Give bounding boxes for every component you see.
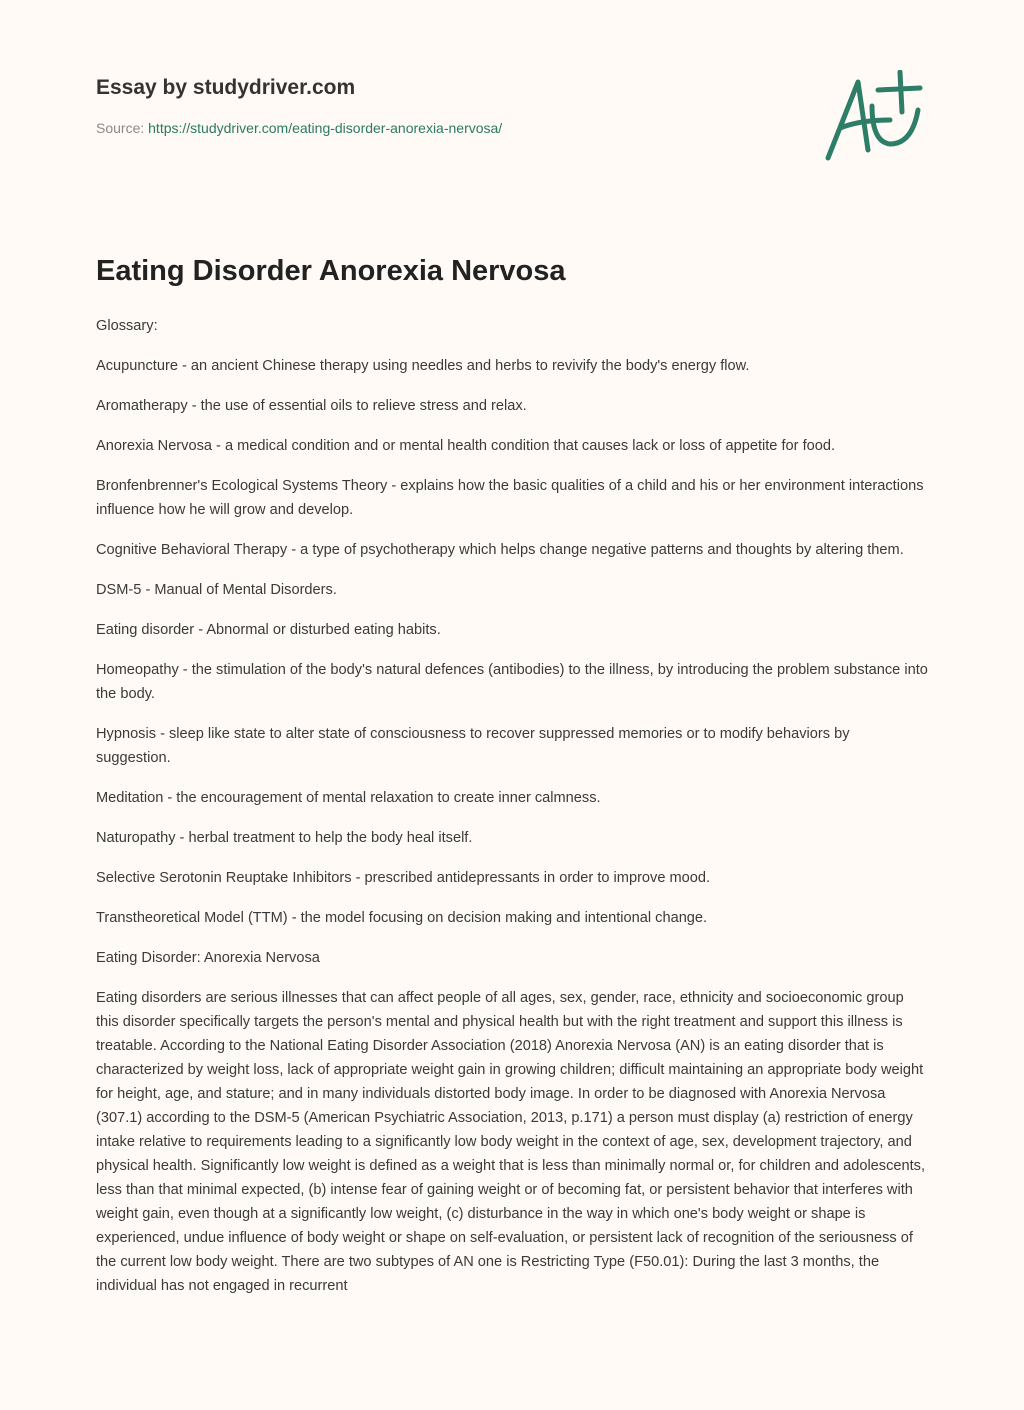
glossary-item: Cognitive Behavioral Therapy - a type of psychotherapy which helps change negative patterns and thoughts by altering them. xyxy=(96,542,904,558)
glossary-item: Transtheoretical Model (TTM) - the model focusing on decision making and intentional change. xyxy=(96,910,708,926)
glossary-item: Meditation - the encouragement of mental relaxation to create inner calmness. xyxy=(96,790,601,806)
glossary-item: Acupuncture - an ancient Chinese therapy using needles and herbs to revivify the body's energy flow. xyxy=(96,358,750,374)
glossary-item: Homeopathy - the stimulation of the body's natural defences (antibodies) to the illness, by introducing the problem substance into the body. xyxy=(96,662,928,702)
glossary-item: Selective Serotonin Reuptake Inhibitors - prescribed antidepressants in order to improve mood. xyxy=(96,870,711,886)
header xyxy=(96,76,502,136)
glossary-heading: Glossary: xyxy=(96,318,158,334)
essay-body xyxy=(96,314,928,1314)
source-label: Source: xyxy=(96,120,145,136)
page-title: Eating Disorder Anorexia Nervosa xyxy=(96,255,566,287)
section-heading: Eating Disorder: Anorexia Nervosa xyxy=(96,950,320,966)
source-link[interactable]: https://studydriver.com/eating-disorder-anorexia-nervosa/ xyxy=(148,120,503,136)
glossary-item: DSM-5 - Manual of Mental Disorders. xyxy=(96,582,337,598)
a-plus-logo-icon xyxy=(820,70,930,165)
glossary-item: Anorexia Nervosa - a medical condition and or mental health condition that causes lack or loss of appetite for food. xyxy=(96,438,836,454)
glossary-item: Hypnosis - sleep like state to alter state of consciousness to recover suppressed memories or to modify behaviors by suggestion. xyxy=(96,726,850,766)
source-line xyxy=(96,120,502,136)
brand-title: Essay by studydriver.com xyxy=(96,76,356,99)
body-paragraph: Eating disorders are serious illnesses that can affect people of all ages, sex, gender, race, ethnicity and socioeconomic group this disorder specifically targets the person's mental and physical health but with the right treatment and support this illness is treatable. According to the National Eating Disorder Association (2018) Anorexia Nervosa (AN) is an eating disorder that is characterized by weight loss, lack of appropriate weight gain in growing children; difficult maintaining an appropriate body weight for height, age, and stature; and in many individuals distorted body image. In order to be diagnosed with Anorexia Nervosa (307.1) according to the DSM-5 (American Psychiatric Association, 2013, p.171) a person must display (a) restriction of energy intake relative to requirements leading to a significantly low body weight in the context of age, sex, development trajectory, and physical health. Significantly low weight is defined as a weight that is less than minimally normal or, for children and adolescents, less than that minimal expected, (b) intense fear of gaining weight or of becoming fat, or persistent behavior that interferes with weight gain, even though at a significantly low weight, (c) disturbance in the way in which one's body weight or shape is experienced, undue influence of body weight or shape on self-evaluation, or persistent lack of recognition of the seriousness of the current low body weight. There are two subtypes of AN one is Restricting Type (F50.01): During the last 3 months, the individual has not engaged in recurrent xyxy=(96,990,926,1294)
glossary-item: Eating disorder - Abnormal or disturbed eating habits. xyxy=(96,622,441,638)
glossary-item: Bronfenbrenner's Ecological Systems Theory - explains how the basic qualities of a child and his or her environment interactions influence how he will grow and develop. xyxy=(96,478,924,518)
glossary-item: Naturopathy - herbal treatment to help the body heal itself. xyxy=(96,830,473,846)
glossary-item: Aromatherapy - the use of essential oils to relieve stress and relax. xyxy=(96,398,527,414)
